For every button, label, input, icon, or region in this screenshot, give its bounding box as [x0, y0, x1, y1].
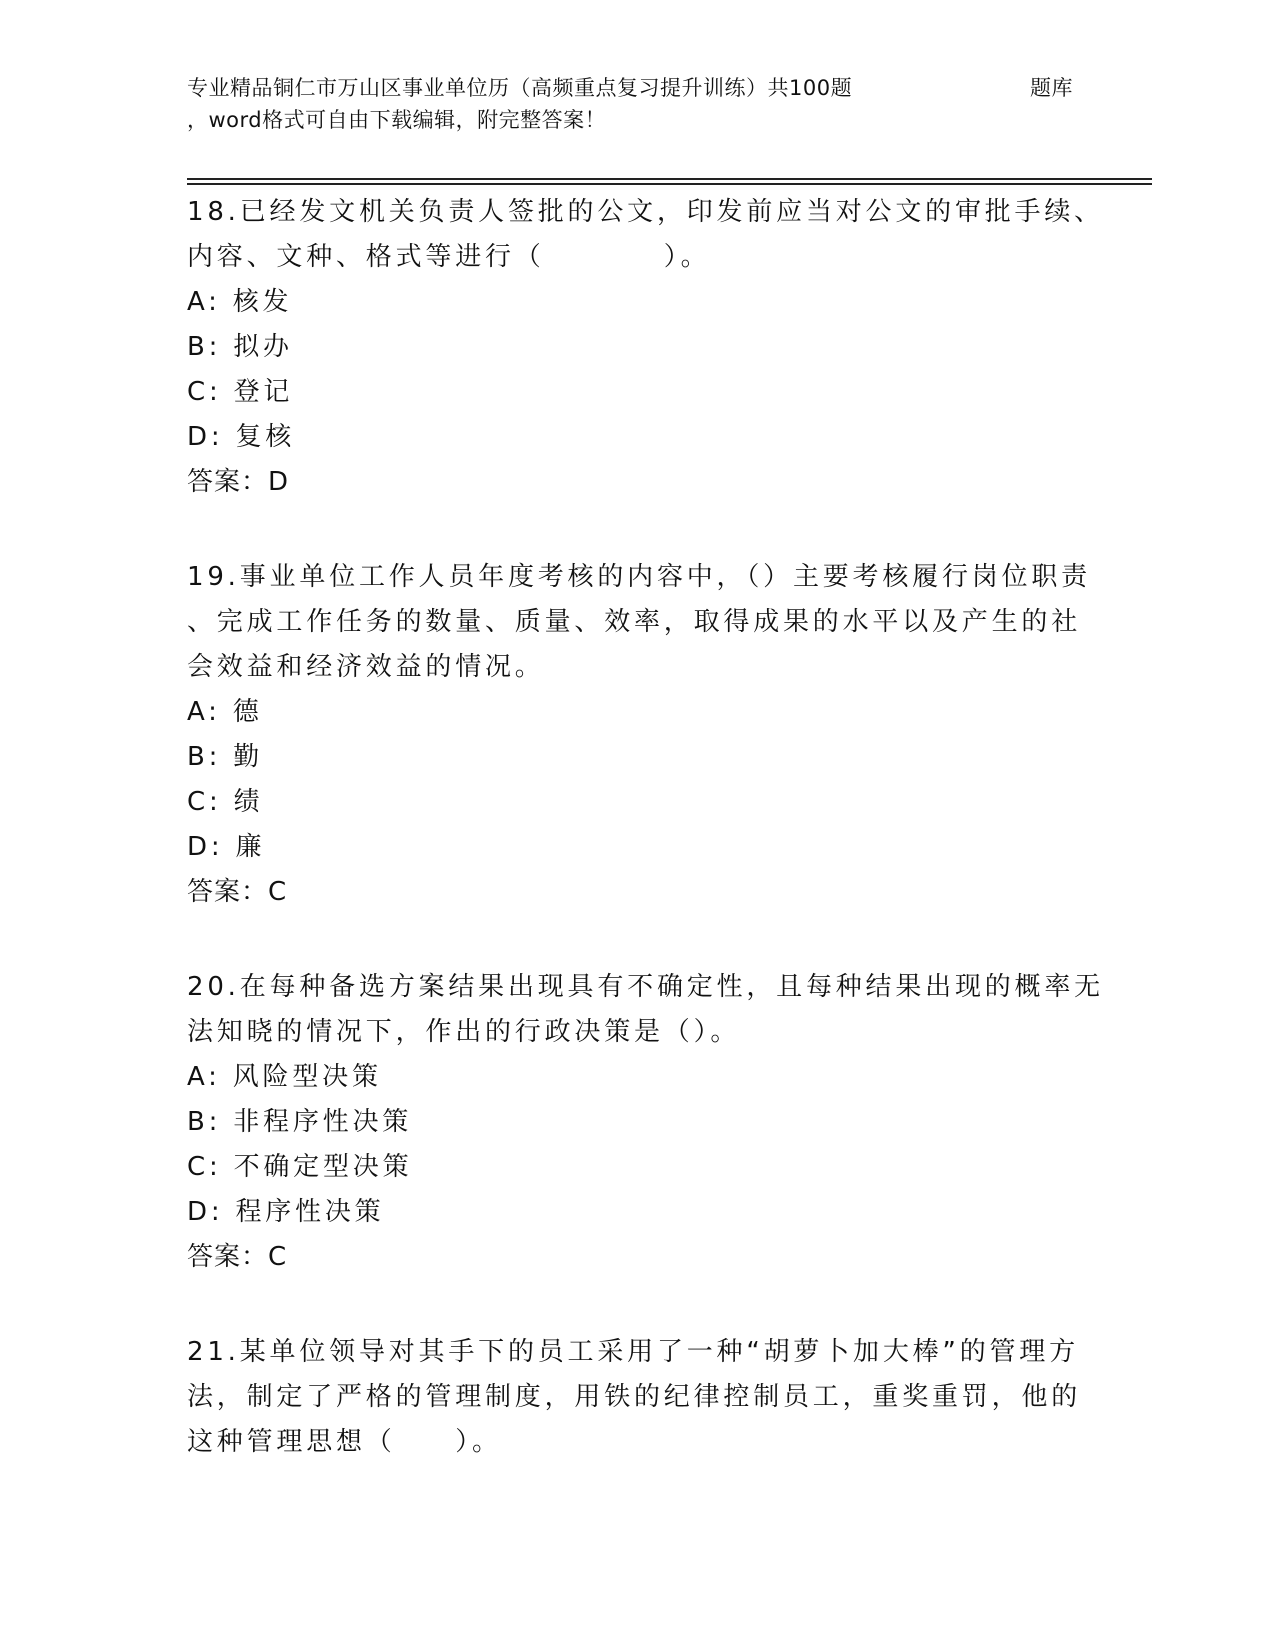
option-d: D: 程序性决策	[187, 1197, 385, 1227]
question-text-line: 这种管理思想（ ）。	[187, 1427, 502, 1457]
question-text-line: 18.已经发文机关负责人签批的公文，印发前应当对公文的审批手续、	[187, 197, 1104, 227]
option-b: B: 拟办	[187, 332, 293, 362]
header-divider-bottom	[187, 183, 1152, 185]
question-20	[187, 965, 1104, 1280]
header-subtitle: ，word格式可自由下载编辑，附完整答案！	[187, 108, 607, 132]
option-a: A: 风险型决策	[187, 1062, 382, 1092]
question-text-line: 内容、文种、格式等进行（ ）。	[187, 242, 711, 272]
question-text-line: 、完成工作任务的数量、质量、效率，取得成果的水平以及产生的社	[187, 607, 1082, 637]
question-list	[187, 190, 1104, 1515]
question-text-line: 20.在每种备选方案结果出现具有不确定性，且每种结果出现的概率无	[187, 972, 1104, 1002]
answer: 答案：C	[187, 1242, 288, 1272]
question-text-line: 会效益和经济效益的情况。	[187, 652, 545, 682]
option-d: D: 廉	[187, 832, 266, 862]
header-title-line	[187, 72, 1087, 104]
question-19	[187, 555, 1091, 915]
question-18	[187, 190, 1104, 505]
option-c: C: 不确定型决策	[187, 1152, 413, 1182]
option-a: A: 核发	[187, 287, 293, 317]
document-header	[187, 72, 1087, 136]
answer: 答案：C	[187, 877, 288, 907]
option-c: C: 绩	[187, 787, 264, 817]
header-tag: 题库	[1030, 76, 1073, 100]
question-text-line: 法，制定了严格的管理制度，用铁的纪律控制员工，重奖重罚，他的	[187, 1382, 1082, 1412]
option-c: C: 登记	[187, 377, 294, 407]
option-d: D: 复核	[187, 422, 296, 452]
question-text-line: 21.某单位领导对其手下的员工采用了一种“胡萝卜加大棒”的管理方	[187, 1337, 1079, 1367]
answer: 答案：D	[187, 467, 290, 497]
header-title: 专业精品铜仁市万山区事业单位历（高频重点复习提升训练）共100题	[187, 76, 853, 100]
option-b: B: 勤	[187, 742, 264, 772]
question-text-line: 法知晓的情况下，作出的行政决策是（）。	[187, 1017, 741, 1047]
question-text-line: 19.事业单位工作人员年度考核的内容中，（）主要考核履行岗位职责	[187, 562, 1091, 592]
question-21	[187, 1330, 1087, 1465]
option-a: A: 德	[187, 697, 263, 727]
option-b: B: 非程序性决策	[187, 1107, 413, 1137]
header-divider-top	[187, 178, 1152, 180]
